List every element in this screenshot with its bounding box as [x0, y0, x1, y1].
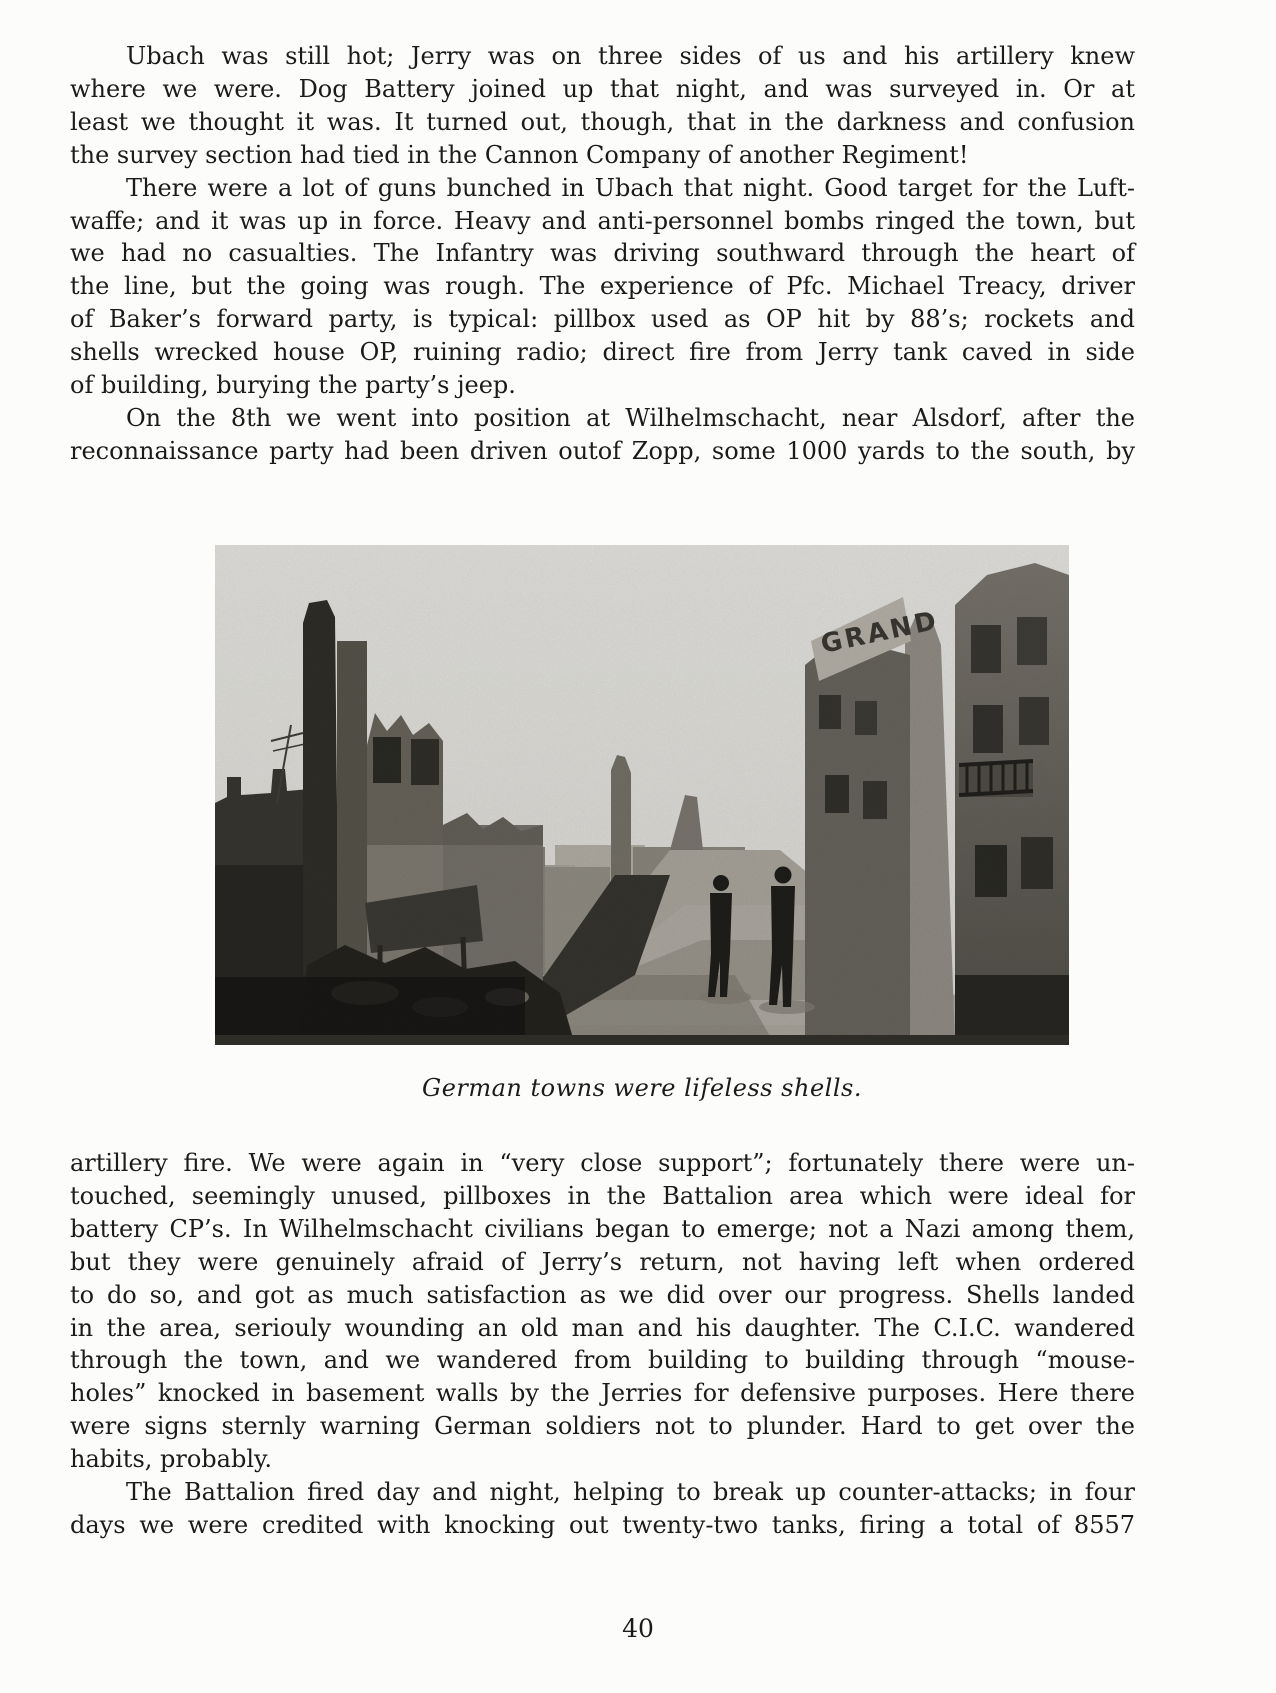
text-line: least we thought it was. It turned out, though, that in the darkness and confusion [70, 107, 1135, 136]
text-line: the line, but the going was rough. The experience of Pfc. Michael Treacy, driver [70, 272, 1135, 301]
text-line: through the town, and we wandered from building to building through “mouse- [70, 1346, 1135, 1375]
text-line: holes” knocked in basement walls by the Jerries for defensive purposes. Here there [70, 1379, 1135, 1408]
text-line: but they were genuinely afraid of Jerry’s return, not having left when ordered [70, 1247, 1135, 1276]
paragraph [70, 402, 1135, 468]
body-text-top [70, 40, 1135, 468]
text-line: There were a lot of guns bunched in Ubach that night. Good target for the Luft- [126, 173, 1135, 202]
text-line: waffe; and it was up in force. Heavy and anti-personnel bombs ringed the town, but [70, 206, 1135, 235]
paragraph [70, 1476, 1135, 1542]
photo-german-town [215, 545, 1069, 1045]
text-line: habits, probably. [70, 1445, 273, 1474]
paragraph [70, 1147, 1135, 1476]
photo-figure [215, 545, 1069, 1045]
text-line: reconnaissance party had been driven outof Zopp, some 1000 yards to the south, by [70, 436, 1135, 465]
photo-sign-text: GRAND [818, 605, 942, 660]
photo-grain-overlay [215, 545, 1069, 1045]
body-text-bottom [70, 1147, 1135, 1542]
text-line: The Battalion fired day and night, helping to break up counter-attacks; in four [126, 1478, 1135, 1507]
text-line: On the 8th we went into position at Wilhelmschacht, near Alsdorf, after the [126, 403, 1135, 432]
text-line: touched, seemingly unused, pillboxes in the Battalion area which were ideal for [70, 1181, 1135, 1210]
text-line: we had no casualties. The Infantry was driving southward through the heart of [70, 239, 1135, 268]
text-line: of building, burying the party’s jeep. [70, 371, 516, 400]
photo-caption: German towns were lifeless shells. [422, 1074, 862, 1102]
paragraph [70, 40, 1135, 172]
text-line: shells wrecked house OP, ruining radio; direct fire from Jerry tank caved in side [70, 338, 1135, 367]
text-line: days we were credited with knocking out twenty-two tanks, firing a total of 8557 [70, 1510, 1135, 1539]
text-line: Ubach was still hot; Jerry was on three sides of us and his artillery knew [126, 42, 1135, 70]
page-number: 40 [622, 1614, 654, 1643]
text-line: artillery fire. We were again in “very close support”; fortunately there were un- [70, 1149, 1135, 1177]
text-line: of Baker’s forward party, is typical: pillbox used as OP hit by 88’s; rockets and [70, 305, 1135, 334]
text-line: to do so, and got as much satisfaction as we did over our progress. Shells landed [70, 1280, 1135, 1309]
paragraph [70, 172, 1135, 402]
text-line: battery CP’s. In Wilhelmschacht civilians began to emerge; not a Nazi among them, [70, 1214, 1135, 1243]
text-line: the survey section had tied in the Cannon Company of another Regiment! [70, 140, 969, 169]
text-line: in the area, seriouly wounding an old man and his daughter. The C.I.C. wandered [70, 1313, 1135, 1342]
text-line: were signs sternly warning German soldiers not to plunder. Hard to get over the [70, 1412, 1135, 1441]
text-line: where we were. Dog Battery joined up that night, and was surveyed in. Or at [70, 74, 1135, 103]
